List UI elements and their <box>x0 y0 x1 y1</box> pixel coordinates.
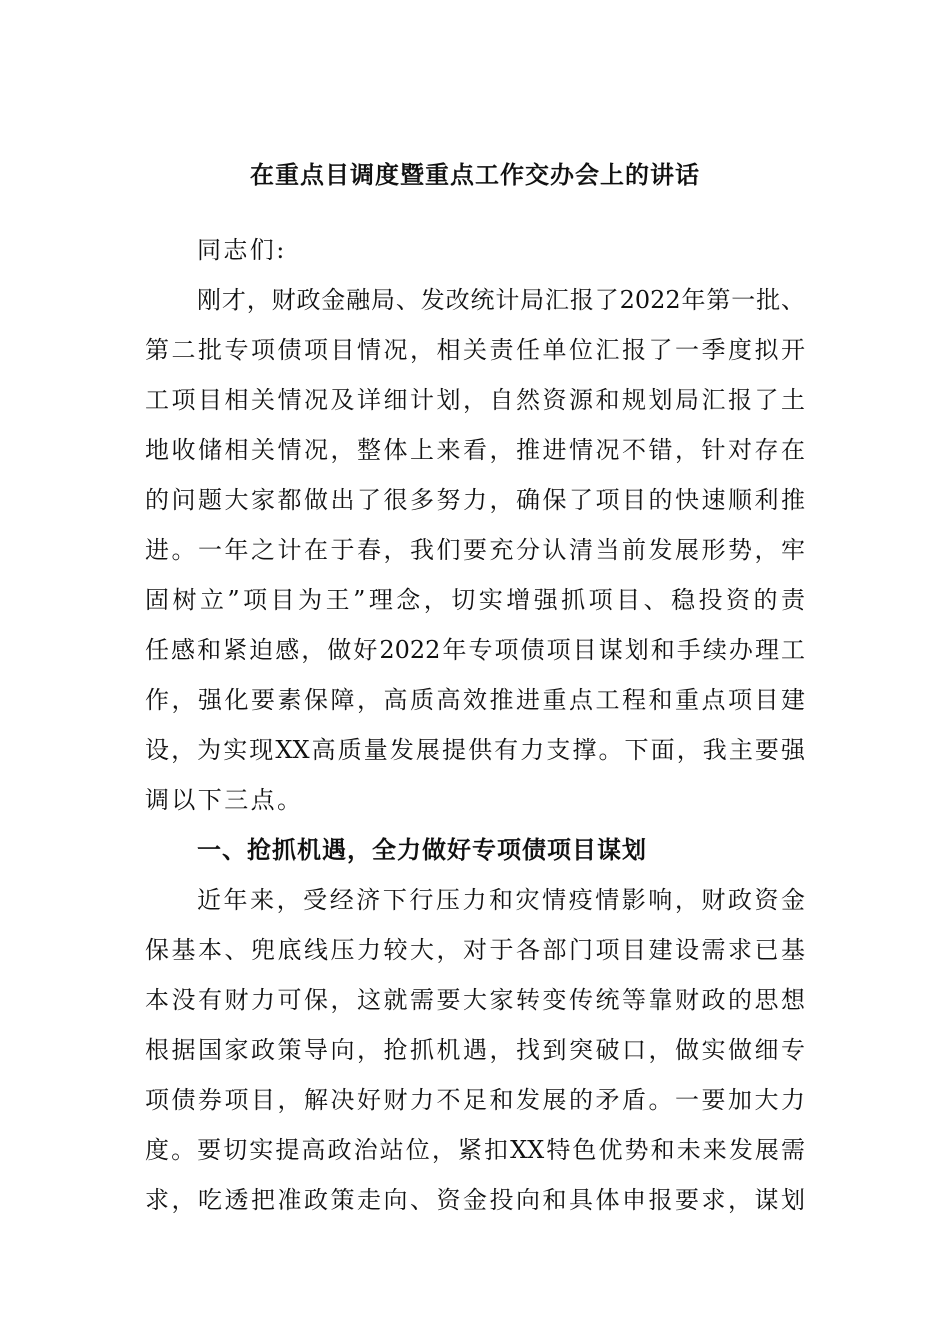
section-heading-1: 一、抢抓机遇，全力做好专项债项目谋划 <box>197 836 647 864</box>
text-line: 任感和紧迫感，做好2022年专项债项目谋划和手续办理工 <box>145 636 805 664</box>
text-line: 作，强化要素保障，高质高效推进重点工程和重点项目建 <box>145 686 805 714</box>
text-line: 求，吃透把准政策走向、资金投向和具体申报要求，谋划 <box>145 1186 805 1214</box>
text-line: 第二批专项债项目情况，相关责任单位汇报了一季度拟开 <box>145 336 805 364</box>
salutation: 同志们: <box>197 236 287 264</box>
text-line: 刚才，财政金融局、发改统计局汇报了2022年第一批、 <box>197 286 805 314</box>
text-line: 的问题大家都做出了很多努力，确保了项目的快速顺利推 <box>145 486 805 514</box>
text-line: 根据国家政策导向，抢抓机遇，找到突破口，做实做细专 <box>145 1036 805 1064</box>
text-line: 度。要切实提高政治站位，紧扣XX特色优势和未来发展需 <box>145 1136 805 1164</box>
text-line: 本没有财力可保，这就需要大家转变传统等靠财政的思想 <box>145 986 805 1014</box>
text-line: 设，为实现XX高质量发展提供有力支撑。下面，我主要强 <box>145 736 805 764</box>
text-line: 调以下三点。 <box>145 786 304 814</box>
text-line: 近年来，受经济下行压力和灾情疫情影响，财政资金 <box>197 886 805 914</box>
text-line: 项债券项目，解决好财力不足和发展的矛盾。一要加大力 <box>145 1086 805 1114</box>
paragraph-1 <box>145 275 805 825</box>
text-line: 保基本、兜底线压力较大，对于各部门项目建设需求已基 <box>145 936 805 964</box>
text-line: 固树立”项目为王”理念，切实增强抓项目、稳投资的责 <box>145 586 805 614</box>
text-line: 工项目相关情况及详细计划，自然资源和规划局汇报了土 <box>145 386 805 414</box>
document-body <box>145 225 805 1225</box>
text-line: 地收储相关情况，整体上来看，推进情况不错，针对存在 <box>145 436 805 464</box>
document-title: 在重点目调度暨重点工作交办会上的讲话 <box>250 160 700 189</box>
paragraph-2 <box>145 875 805 1225</box>
text-line: 进。一年之计在于春，我们要充分认清当前发展形势，牢 <box>145 536 805 564</box>
